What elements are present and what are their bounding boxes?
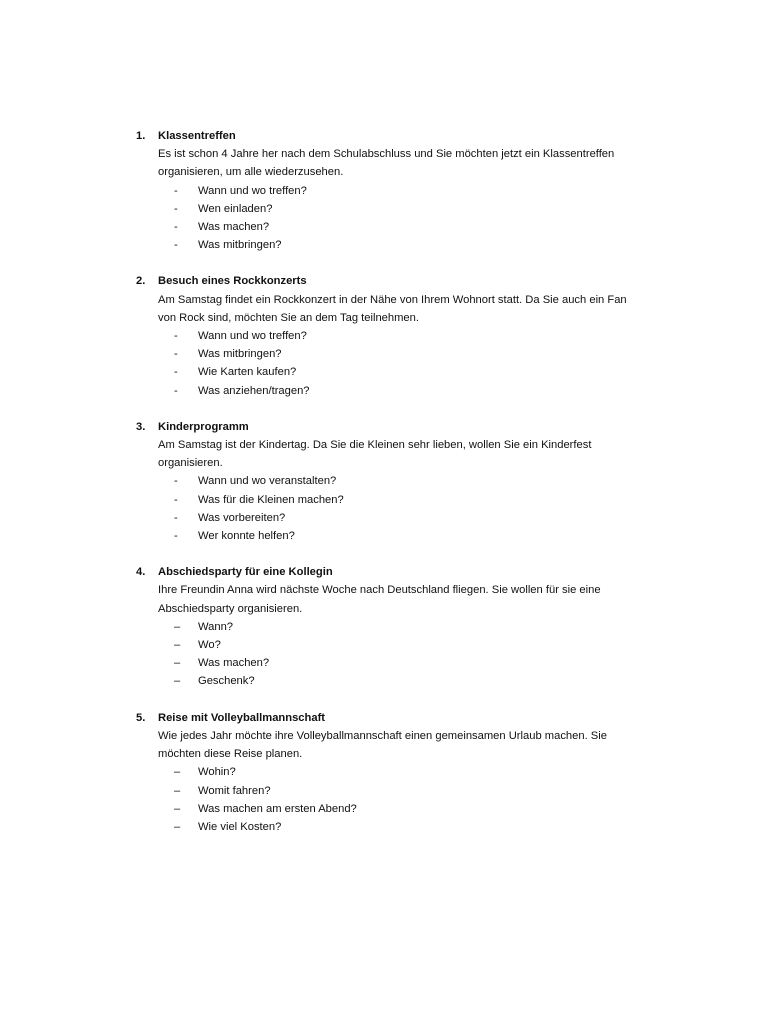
list-item [174,527,636,545]
list-item [174,327,636,345]
paragraph-line: Am Samstag ist der Kindertag. Da Sie die Kleinen sehr lieben, wollen Sie ein Kinderfest [158,439,592,452]
paragraph-line: Am Samstag findet ein Rockkonzert in der Nähe von Ihrem Wohnort statt. Da Sie auch ein Fan [158,293,627,306]
bullet-marker: - [174,202,178,215]
bullet-text: Was machen am ersten Abend? [198,802,357,815]
bullet-marker: - [174,530,178,543]
bullet-text: Wo? [198,639,221,652]
list-item [174,636,636,654]
bullet-text: Wer konnte helfen? [198,530,295,543]
paragraph-line: Wie jedes Jahr möchte ihre Volleyballmannschaft einen gemeinsamen Urlaub machen. Sie [158,729,607,742]
section-heading [136,563,636,581]
list-item [174,200,636,218]
bullet-text: Geschenk? [198,675,255,688]
bullet-text: Wann und wo treffen? [198,330,307,343]
bullet-list [136,472,636,545]
bullet-text: Wann? [198,620,234,633]
list-item [174,382,636,400]
section-number: 5. [136,711,146,724]
list-item [174,236,636,254]
section-title: Abschiedsparty für eine Kollegin [158,566,333,579]
section-number: 1. [136,130,146,142]
section-number: 3. [136,420,146,433]
section-abschiedsparty [136,563,636,690]
bullet-text: Wie viel Kosten? [198,820,282,833]
bullet-marker: - [174,239,178,252]
bullet-marker: - [174,475,178,488]
bullet-marker: – [174,820,181,833]
bullet-text: Was für die Kleinen machen? [198,493,344,506]
list-item [174,491,636,509]
bullet-list [136,763,636,836]
section-title: Besuch eines Rockkonzerts [158,275,307,288]
bullet-marker: – [174,802,181,815]
bullet-text: Was machen? [198,221,270,234]
section-heading [136,418,636,436]
section-heading [136,127,636,145]
list-item [174,363,636,381]
list-item [174,672,636,690]
paragraph-line: organisieren, um alle wiederzusehen. [158,166,344,179]
bullet-marker: – [174,675,181,688]
list-item [174,763,636,781]
bullet-text: Wann und wo treffen? [198,184,307,197]
bullet-text: Was vorbereiten? [198,511,286,524]
bullet-marker: - [174,330,178,343]
list-item [174,345,636,363]
bullet-text: Was machen? [198,657,270,670]
section-heading [136,272,636,290]
list-item [174,800,636,818]
paragraph-line: möchten diese Reise planen. [158,748,303,761]
bullet-list [136,327,636,400]
section-title: Kinderprogramm [158,420,249,433]
bullet-marker: – [174,657,181,670]
bullet-text: Wen einladen? [198,202,273,215]
bullet-text: Was mitbringen? [198,239,282,252]
bullet-list [136,182,636,255]
bullet-text: Was mitbringen? [198,348,282,361]
bullet-text: Wann und wo veranstalten? [198,475,337,488]
bullet-marker: - [174,221,178,234]
bullet-list [136,618,636,691]
section-heading [136,709,636,727]
document-content [136,127,636,854]
section-title: Reise mit Volleyballmannschaft [158,711,326,724]
paragraph-line: Ihre Freundin Anna wird nächste Woche nach Deutschland fliegen. Sie wollen für sie eine [158,584,601,597]
paragraph-line: Abschiedsparty organisieren. [158,602,303,615]
section-klassentreffen [136,127,636,254]
section-rockkonzert [136,272,636,399]
bullet-text: Wie Karten kaufen? [198,366,297,379]
bullet-marker: - [174,184,178,197]
list-item [174,472,636,490]
bullet-marker: - [174,493,178,506]
section-number: 4. [136,566,146,579]
list-item [174,618,636,636]
list-item [174,782,636,800]
section-number: 2. [136,275,146,288]
list-item [174,182,636,200]
list-item [174,218,636,236]
paragraph-line: organisieren. [158,457,223,470]
paragraph-line: von Rock sind, möchten Sie an dem Tag teilnehmen. [158,311,419,324]
bullet-marker: – [174,639,181,652]
bullet-marker: – [174,620,181,633]
bullet-marker: - [174,366,178,379]
bullet-marker: - [174,384,178,397]
section-volleyball-reise [136,709,636,836]
section-title: Klassentreffen [158,130,236,142]
bullet-text: Was anziehen/tragen? [198,384,310,397]
bullet-marker: – [174,784,181,797]
section-kinderprogramm [136,418,636,545]
list-item [174,654,636,672]
list-item [174,818,636,836]
bullet-text: Womit fahren? [198,784,271,797]
bullet-marker: – [174,766,181,779]
bullet-text: Wohin? [198,766,236,779]
paragraph-line: Es ist schon 4 Jahre her nach dem Schulabschluss und Sie möchten jetzt ein Klassentreffen [158,148,615,161]
list-item [174,509,636,527]
bullet-marker: - [174,348,178,361]
bullet-marker: - [174,511,178,524]
